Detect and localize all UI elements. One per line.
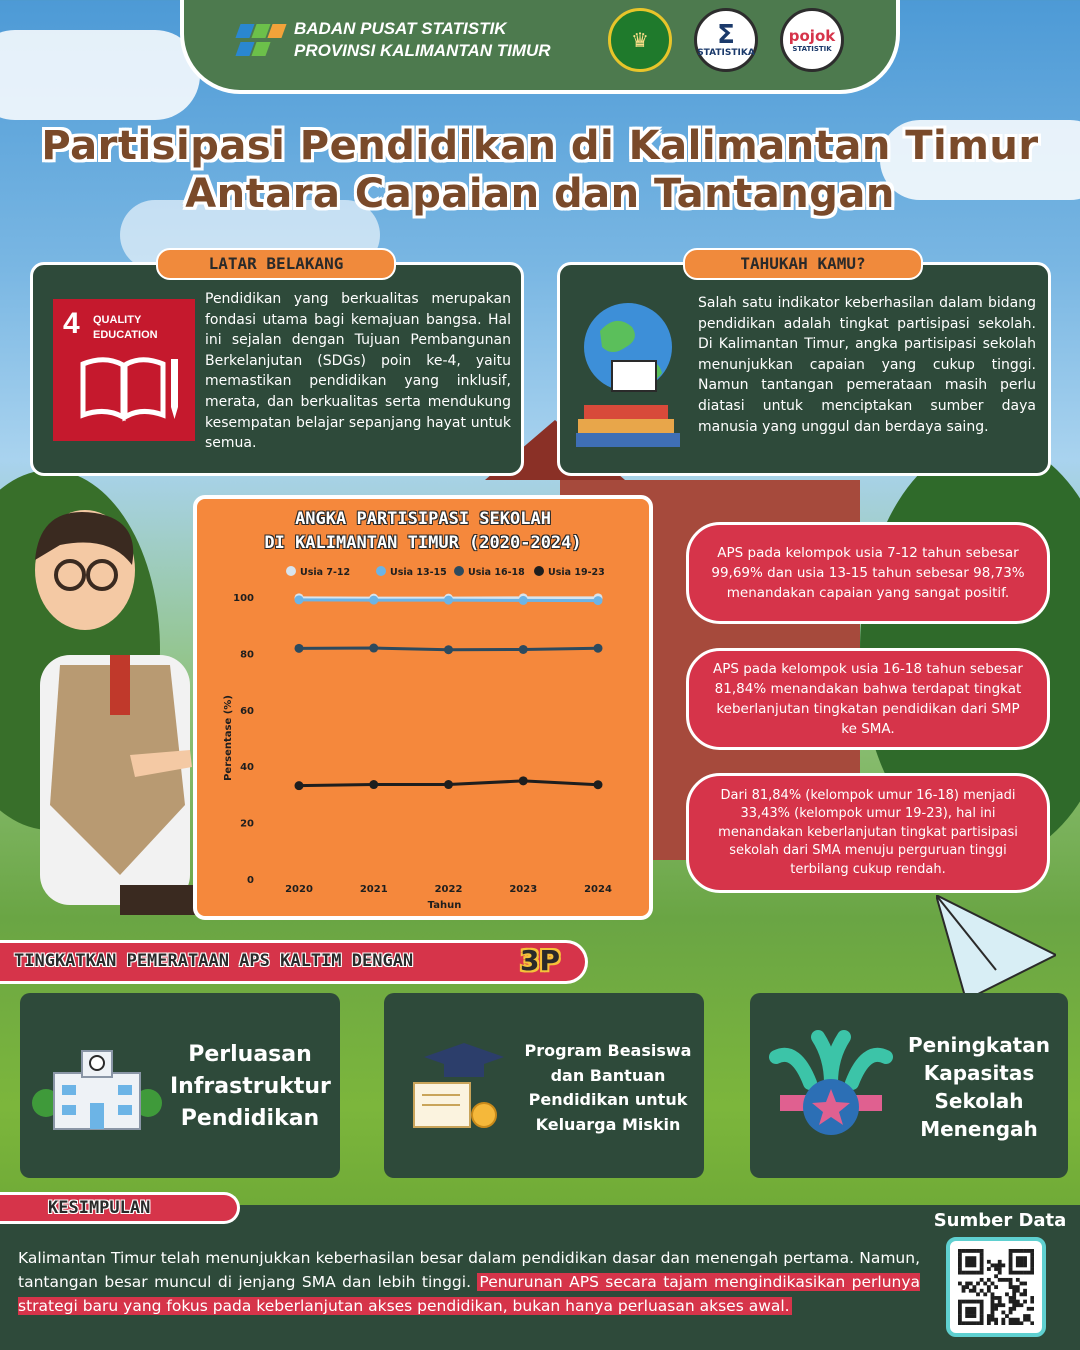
qr-module — [958, 1260, 962, 1264]
qr-module — [958, 1303, 962, 1307]
qr-module — [987, 1318, 991, 1322]
qr-module — [1030, 1307, 1034, 1311]
qr-module — [994, 1318, 998, 1322]
tahukah-kamu-card — [557, 262, 1051, 476]
qr-module — [1001, 1311, 1005, 1315]
qr-module — [980, 1253, 984, 1257]
data-point — [519, 645, 528, 654]
page-title-line1: Partisipasi Pendidikan di Kalimantan Timur — [41, 123, 1039, 169]
qr-module — [1012, 1296, 1016, 1300]
qr-module — [1023, 1282, 1027, 1286]
qr-module — [1009, 1307, 1013, 1311]
qr-module — [965, 1311, 969, 1315]
qr-module — [1020, 1282, 1024, 1286]
y-tick-label: 40 — [240, 762, 254, 774]
qr-module — [976, 1282, 980, 1286]
qr-module — [983, 1292, 987, 1296]
qr-module — [965, 1263, 969, 1267]
data-point — [444, 645, 453, 654]
qr-module — [969, 1271, 973, 1275]
qr-module — [1001, 1321, 1005, 1325]
qr-module — [1012, 1289, 1016, 1293]
qr-module — [1005, 1278, 1009, 1282]
data-point — [295, 595, 304, 604]
qr-module — [998, 1303, 1002, 1307]
legend-label: Usia 13-15 — [390, 567, 447, 578]
qr-module — [1027, 1318, 1031, 1322]
qr-module — [1012, 1300, 1016, 1304]
qr-module — [1020, 1263, 1024, 1267]
qr-module — [1023, 1260, 1027, 1264]
qr-module — [1023, 1300, 1027, 1304]
qr-module — [1009, 1253, 1013, 1257]
legend-label: Usia 7-12 — [300, 567, 351, 578]
qr-module — [962, 1285, 966, 1289]
qr-module — [987, 1260, 991, 1264]
qr-module — [1012, 1318, 1016, 1322]
qr-module — [991, 1311, 995, 1315]
qr-module — [1001, 1278, 1005, 1282]
sumber-data-qr-code[interactable] — [946, 1237, 1046, 1337]
qr-module — [965, 1271, 969, 1275]
qr-module — [969, 1289, 973, 1293]
qr-module — [965, 1300, 969, 1304]
qr-module — [1012, 1292, 1016, 1296]
qr-module — [987, 1289, 991, 1293]
qr-module — [994, 1267, 998, 1271]
qr-module — [1023, 1318, 1027, 1322]
qr-module — [994, 1321, 998, 1325]
qr-module — [1016, 1285, 1020, 1289]
qr-module — [983, 1282, 987, 1286]
qr-module — [1016, 1256, 1020, 1260]
qr-module — [965, 1260, 969, 1264]
qr-module — [1009, 1278, 1013, 1282]
qr-module — [972, 1321, 976, 1325]
kesimpulan-text-highlight: Penurunan APS secara tajam mengindikasikan perlunya strategi baru yang fokus pada keberlanjutan akses pendidikan, bukan hanya perluasan akses awal. — [18, 1273, 921, 1315]
legend-marker — [376, 566, 386, 576]
qr-module — [1030, 1296, 1034, 1300]
qr-module — [1016, 1318, 1020, 1322]
qr-module — [1030, 1267, 1034, 1271]
qr-module — [958, 1311, 962, 1315]
qr-module — [987, 1321, 991, 1325]
qr-module — [965, 1256, 969, 1260]
qr-module — [1009, 1285, 1013, 1289]
scholarship-icon — [404, 1037, 514, 1137]
kesimpulan-text — [18, 1246, 920, 1318]
qr-module — [1030, 1271, 1034, 1275]
insight-bubble-1: APS pada kelompok usia 7-12 tahun sebesar 99,69% dan usia 13-15 tahun sebesar 98,73% menandakan capaian yang sangat positif. — [686, 522, 1050, 624]
3p-banner — [0, 940, 588, 984]
bps-logo-icon — [234, 20, 286, 60]
qr-module — [976, 1300, 980, 1304]
qr-module — [972, 1289, 976, 1293]
program-card-infrastruktur — [20, 993, 340, 1178]
qr-module — [965, 1307, 969, 1311]
aps-line-chart — [197, 499, 649, 916]
qr-module — [1009, 1256, 1013, 1260]
qr-module — [1030, 1249, 1034, 1253]
qr-module — [980, 1314, 984, 1318]
qr-module — [1012, 1285, 1016, 1289]
insight-bubble-2: APS pada kelompok usia 16-18 tahun sebesar 81,84% menandakan bahwa terdapat tingkat keberlanjutan tingkatan pendidikan dari SMP ke SMA. — [686, 648, 1050, 750]
kesimpulan-text-normal: Kalimantan Timur telah menunjukkan keberhasilan besar dalam pendidikan dasar dan menengah pertama. Namun, tantangan besar muncul di jenjang SMA dan lebih tinggi. — [18, 1249, 920, 1291]
qr-module — [1030, 1260, 1034, 1264]
qr-module — [1023, 1289, 1027, 1293]
tahukah-kamu-label: TAHUKAH KAMU? — [683, 248, 923, 280]
qr-module — [962, 1321, 966, 1325]
3p-banner-text: TINGKATKAN PEMERATAAN APS KALTIM DENGAN — [14, 951, 414, 971]
aps-chart-card — [193, 495, 653, 920]
qr-module — [969, 1260, 973, 1264]
legend-marker — [286, 566, 296, 576]
qr-module — [1030, 1300, 1034, 1304]
x-tick-label: 2023 — [509, 884, 538, 895]
qr-module — [980, 1256, 984, 1260]
qr-module — [1020, 1260, 1024, 1264]
sdg-label-line1: QUALITY — [93, 314, 142, 326]
qr-module — [980, 1249, 984, 1253]
legend-marker — [454, 566, 464, 576]
qr-module — [958, 1318, 962, 1322]
qr-module — [1005, 1314, 1009, 1318]
qr-module — [969, 1311, 973, 1315]
y-tick-label: 60 — [240, 705, 254, 717]
kaltim-emblem-icon: ♛ — [608, 8, 672, 72]
pojok-logo-main: pojok — [788, 27, 836, 45]
qr-module — [969, 1282, 973, 1286]
qr-module — [994, 1296, 998, 1300]
cloud — [0, 30, 200, 120]
qr-module — [958, 1314, 962, 1318]
qr-module — [980, 1260, 984, 1264]
qr-module — [958, 1253, 962, 1257]
qr-module — [962, 1271, 966, 1275]
qr-module — [1020, 1256, 1024, 1260]
sdg-number: 4 — [63, 307, 80, 340]
data-point — [369, 780, 378, 789]
qr-module — [991, 1303, 995, 1307]
qr-module — [1027, 1249, 1031, 1253]
data-point — [594, 596, 603, 605]
x-tick-label: 2020 — [285, 884, 313, 895]
qr-module — [1009, 1300, 1013, 1304]
qr-module — [965, 1321, 969, 1325]
data-point — [594, 780, 603, 789]
qr-module — [969, 1249, 973, 1253]
qr-module — [998, 1260, 1002, 1264]
pojok-logo-sub: STATISTIK — [792, 45, 832, 53]
qr-module — [1016, 1271, 1020, 1275]
qr-module — [1016, 1300, 1020, 1304]
qr-module — [1023, 1263, 1027, 1267]
qr-module — [1005, 1292, 1009, 1296]
qr-module — [969, 1256, 973, 1260]
qr-module — [1030, 1253, 1034, 1257]
qr-module — [1016, 1321, 1020, 1325]
header-bar — [180, 0, 900, 94]
x-axis-label: Tahun — [427, 900, 462, 911]
statistika-logo-label: STATISTIKA — [697, 48, 755, 58]
qr-module — [958, 1300, 962, 1304]
qr-module — [969, 1314, 973, 1318]
legend-label: Usia 19-23 — [548, 567, 605, 578]
sdg-label-line2: EDUCATION — [93, 329, 158, 341]
tahukah-kamu-text: Salah satu indikator keberhasilan dalam bidang pendidikan adalah tingkat partisipasi sekolah. Di Kalimantan Timur, angka partisipasi sekolah menunjukkan capaian yang cukup tinggi. Namun tantangan pemerataan masih perlu diatasi untuk menciptakan sumber daya manusia yang unggul dan berdaya saing. — [698, 295, 1036, 435]
qr-module — [998, 1278, 1002, 1282]
qr-module — [998, 1296, 1002, 1300]
qr-module — [958, 1307, 962, 1311]
qr-module — [1001, 1263, 1005, 1267]
qr-module — [994, 1285, 998, 1289]
qr-module — [1012, 1271, 1016, 1275]
qr-module — [1016, 1260, 1020, 1264]
qr-module — [991, 1263, 995, 1267]
qr-module — [994, 1303, 998, 1307]
qr-module — [965, 1285, 969, 1289]
qr-module — [991, 1292, 995, 1296]
qr-module — [1023, 1314, 1027, 1318]
qr-module — [1023, 1271, 1027, 1275]
qr-module — [976, 1292, 980, 1296]
latar-belakang-label: LATAR BELAKANG — [156, 248, 396, 280]
sdg-4-badge — [53, 299, 195, 441]
book-icon — [53, 299, 195, 441]
qr-module — [980, 1300, 984, 1304]
qr-module — [991, 1314, 995, 1318]
qr-module — [958, 1249, 962, 1253]
qr-module — [987, 1267, 991, 1271]
qr-module — [976, 1321, 980, 1325]
x-tick-label: 2021 — [359, 884, 388, 895]
qr-module — [972, 1300, 976, 1304]
teamwork-gear-icon — [766, 1027, 896, 1147]
data-point — [444, 596, 453, 605]
qr-module — [1009, 1321, 1013, 1325]
statistika-logo — [694, 8, 758, 72]
kesimpulan-label: KESIMPULAN — [48, 1198, 151, 1218]
qr-module — [969, 1307, 973, 1311]
qr-module — [972, 1260, 976, 1264]
program-card-kapasitas — [750, 993, 1068, 1178]
qr-module — [998, 1263, 1002, 1267]
qr-module — [972, 1249, 976, 1253]
legend-marker — [534, 566, 544, 576]
qr-module — [980, 1318, 984, 1322]
qr-module — [987, 1278, 991, 1282]
qr-module — [994, 1263, 998, 1267]
qr-module — [1016, 1249, 1020, 1253]
qr-module — [972, 1285, 976, 1289]
org-name-line2: PROVINSI KALIMANTAN TIMUR — [294, 41, 551, 60]
data-point — [369, 596, 378, 605]
globe-reading-icon — [572, 291, 692, 461]
qr-module — [991, 1307, 995, 1311]
qr-module — [980, 1278, 984, 1282]
qr-module — [972, 1271, 976, 1275]
qr-module — [991, 1318, 995, 1322]
qr-module — [1012, 1307, 1016, 1311]
qr-code-icon — [958, 1249, 1034, 1325]
qr-module — [1009, 1249, 1013, 1253]
qr-module — [1027, 1271, 1031, 1275]
qr-module — [965, 1282, 969, 1286]
qr-module — [969, 1321, 973, 1325]
program-label-kapasitas: Peningkatan Kapasitas Sekolah Menengah — [908, 1033, 1050, 1141]
qr-module — [962, 1249, 966, 1253]
x-tick-label: 2022 — [434, 884, 463, 895]
data-point — [519, 596, 528, 605]
kesimpulan-label-pill — [0, 1192, 240, 1224]
qr-module — [1023, 1256, 1027, 1260]
qr-module — [1030, 1321, 1034, 1325]
qr-module — [1023, 1249, 1027, 1253]
qr-module — [991, 1296, 995, 1300]
y-tick-label: 100 — [233, 593, 254, 604]
qr-module — [976, 1249, 980, 1253]
sumber-data-label: Sumber Data — [933, 1210, 1067, 1231]
program-card-beasiswa — [384, 993, 704, 1178]
qr-module — [976, 1271, 980, 1275]
qr-module — [958, 1267, 962, 1271]
qr-module — [998, 1267, 1002, 1271]
paper-plane-icon — [936, 895, 1056, 1005]
qr-module — [1009, 1263, 1013, 1267]
qr-module — [958, 1271, 962, 1275]
qr-module — [958, 1256, 962, 1260]
y-tick-label: 20 — [240, 818, 254, 830]
pojok-statistik-logo — [780, 8, 844, 72]
chart-title-line1: ANGKA PARTISIPASI SEKOLAH — [295, 509, 551, 529]
qr-module — [1001, 1318, 1005, 1322]
qr-module — [1020, 1292, 1024, 1296]
qr-module — [994, 1307, 998, 1311]
qr-module — [1020, 1271, 1024, 1275]
qr-module — [965, 1314, 969, 1318]
qr-module — [980, 1303, 984, 1307]
data-point — [369, 644, 378, 653]
latar-belakang-text: Pendidikan yang berkualitas merupakan fondasi utama bagi kemajuan bangsa. Hal ini sejalan dengan Tujuan Pembangunan Berkelanjutan (SDGs) poin ke-4, yaitu memastikan pendidikan yang inklusif, merata, dan berkualitas serta mendukung kesempatan belajar sepanjang hayat untuk semua. — [205, 291, 511, 452]
qr-module — [980, 1263, 984, 1267]
org-name-line1: BADAN PUSAT STATISTIK — [294, 19, 507, 38]
qr-module — [1023, 1292, 1027, 1296]
qr-module — [972, 1263, 976, 1267]
y-axis-label: Persentase (%) — [223, 695, 234, 781]
chart-title-line2: DI KALIMANTAN TIMUR (2020-2024) — [264, 533, 582, 553]
qr-module — [1016, 1303, 1020, 1307]
y-tick-label: 80 — [240, 649, 254, 661]
x-tick-label: 2024 — [584, 884, 612, 895]
page-title-line2: Antara Capaian dan Tantangan — [185, 171, 895, 217]
qr-module — [1009, 1267, 1013, 1271]
qr-module — [1020, 1303, 1024, 1307]
org-name — [294, 18, 594, 62]
qr-module — [958, 1321, 962, 1325]
qr-module — [991, 1300, 995, 1304]
qr-module — [1027, 1314, 1031, 1318]
qr-module — [1009, 1282, 1013, 1286]
data-point — [295, 781, 304, 790]
program-label-beasiswa: Program Beasiswa dan Bantuan Pendidikan untuk Keluarga Miskin — [524, 1041, 692, 1134]
y-tick-label: 0 — [247, 875, 254, 886]
qr-module — [1016, 1263, 1020, 1267]
qr-module — [1009, 1296, 1013, 1300]
qr-module — [958, 1263, 962, 1267]
qr-module — [1016, 1289, 1020, 1293]
qr-module — [987, 1285, 991, 1289]
qr-module — [1030, 1256, 1034, 1260]
qr-module — [987, 1314, 991, 1318]
qr-module — [998, 1300, 1002, 1304]
qr-module — [980, 1321, 984, 1325]
qr-module — [1012, 1303, 1016, 1307]
qr-module — [1012, 1321, 1016, 1325]
qr-module — [1009, 1311, 1013, 1315]
qr-module — [980, 1267, 984, 1271]
page-title — [0, 122, 1080, 218]
qr-module — [1020, 1249, 1024, 1253]
qr-module — [972, 1314, 976, 1318]
qr-module — [969, 1300, 973, 1304]
qr-module — [1001, 1303, 1005, 1307]
qr-module — [1012, 1249, 1016, 1253]
data-point — [444, 780, 453, 789]
qr-module — [1009, 1271, 1013, 1275]
legend-label: Usia 16-18 — [468, 567, 525, 578]
program-label-infrastruktur: Perluasan Infrastruktur Pendidikan — [170, 1042, 331, 1131]
qr-module — [980, 1307, 984, 1311]
qr-module — [1009, 1318, 1013, 1322]
qr-module — [972, 1307, 976, 1311]
latar-belakang-card — [30, 262, 524, 476]
qr-module — [969, 1263, 973, 1267]
qr-module — [958, 1282, 962, 1286]
qr-module — [962, 1300, 966, 1304]
qr-module — [1030, 1263, 1034, 1267]
qr-module — [1020, 1321, 1024, 1325]
qr-module — [1016, 1278, 1020, 1282]
qr-module — [991, 1282, 995, 1286]
qr-module — [994, 1274, 998, 1278]
qr-module — [1027, 1307, 1031, 1311]
school-building-icon — [32, 1043, 162, 1133]
qr-module — [1009, 1260, 1013, 1264]
qr-module — [972, 1311, 976, 1315]
data-point — [519, 776, 528, 785]
qr-module — [980, 1289, 984, 1293]
qr-module — [972, 1256, 976, 1260]
qr-module — [980, 1271, 984, 1275]
data-point — [295, 644, 304, 653]
partner-logos — [608, 8, 844, 72]
qr-module — [998, 1271, 1002, 1275]
sigma-icon: Σ — [717, 20, 735, 50]
teacher-illustration — [0, 505, 220, 915]
qr-module — [980, 1311, 984, 1315]
insight-bubble-3: Dari 81,84% (kelompok umur 16-18) menjadi 33,43% (kelompok umur 19-23), hal ini menandakan keberlanjutan tingkat partisipasi sekolah dari SMA menuju perguruan tinggi terbilang cukup rendah. — [686, 773, 1050, 893]
3p-badge: 3P — [520, 944, 561, 977]
qr-module — [962, 1289, 966, 1293]
data-point — [594, 644, 603, 653]
qr-module — [965, 1249, 969, 1253]
